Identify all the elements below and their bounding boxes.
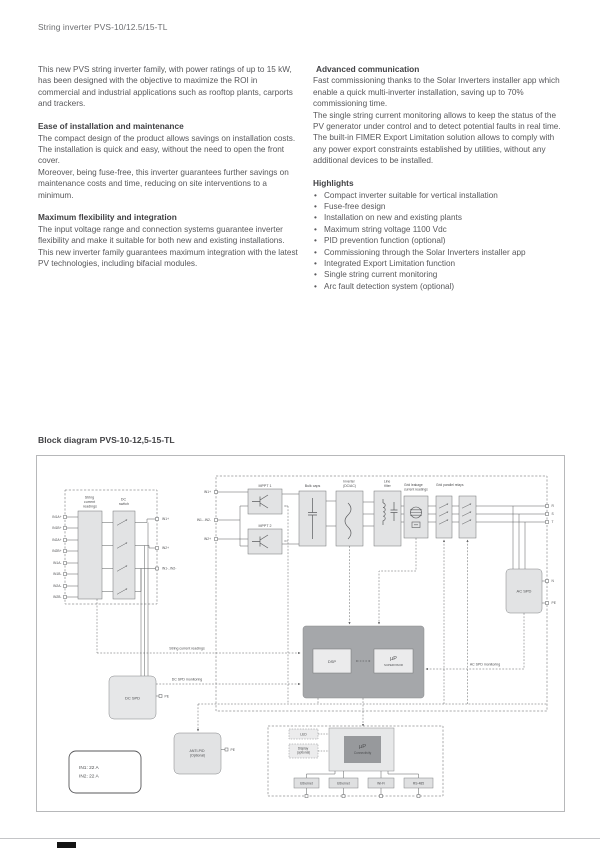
input-label: IN2B+ <box>52 549 62 554</box>
section-heading-highlights: Highlights <box>313 178 354 189</box>
footer-brand-mark <box>57 842 76 848</box>
list-item: • Fuse-free design <box>313 201 569 212</box>
input-label: IN1A- <box>53 561 62 566</box>
pe-label: PE <box>164 694 169 699</box>
line-filter-label: Line filter <box>383 479 391 488</box>
list-item: • Compact inverter suitable for vertical installation <box>313 190 569 201</box>
rating-in2: IN2: 22 A <box>79 774 99 780</box>
display-label: Display (optional) <box>296 746 311 755</box>
string-output-label: IN2+ <box>162 546 170 551</box>
grid-relays-label: Grid parallel relays <box>436 483 464 487</box>
anti-pid-label: ANTI-PID (Optional) <box>189 749 206 758</box>
up-supervisor-label: µP <box>390 656 397 662</box>
led-label: LED <box>300 732 307 737</box>
pe-terminal-label: PE <box>551 601 556 606</box>
connectivity-label: Connectivity <box>353 751 372 755</box>
supervisor-label: SUPERVISOR <box>384 663 403 667</box>
list-item: • Commissioning through the Solar Inverters installer app <box>313 247 569 258</box>
grid-terminal-label: S <box>551 512 554 517</box>
connectivity-group <box>268 726 443 798</box>
input-label: IN2B- <box>53 595 62 600</box>
string-output-label: IN1-..IN2- <box>162 566 177 571</box>
dc-spd-label: DC SPD <box>124 695 141 701</box>
dc-spd-monitoring-label: DC SPD monitoring <box>171 677 203 682</box>
list-item: • PID prevention function (optional) <box>313 235 569 246</box>
inverter-label: Inverter (DC/AC) <box>343 479 356 488</box>
section-heading-flexibility: Maximum flexibility and integration <box>38 212 177 223</box>
block-diagram <box>36 455 565 812</box>
list-item: • Integrated Export Limitation function <box>313 258 569 269</box>
highlights-list <box>313 190 569 293</box>
right-column <box>313 64 569 292</box>
intro-paragraph: This new PVS string inverter family, with power ratings of up to 15 kW, has been designed with the objective to maximize the ROI in commercial and industrial applications such as rooftop plants, carports and trackers. <box>38 65 293 109</box>
rating-in1: IN1: 22 A <box>79 766 99 771</box>
input-label: IN1B+ <box>52 526 62 531</box>
input-label: IN1A+ <box>52 515 62 520</box>
grid-leakage-label: Grid leakage current readings <box>404 483 428 492</box>
mppt2-label: MPPT 2 <box>258 524 272 528</box>
port-label-wifi: Wi-Fi <box>377 781 385 786</box>
list-item: • Single string current monitoring <box>313 269 569 280</box>
ratings-box <box>69 751 141 793</box>
paragraph: The single string current monitoring allows to keep the status of the PV generator under control and to detect potential faults in real time. <box>313 110 561 132</box>
page-title: String inverter PVS-10/12.5/15-TL <box>38 22 168 32</box>
dc-spd-group <box>97 599 300 719</box>
input-label: IN1B- <box>53 572 62 577</box>
input-label: IN2A+ <box>52 538 62 543</box>
neutral-terminal-label: N <box>551 579 554 584</box>
paragraph: This new inverter family guarantees maximum integration with the latest PV technologies, including bifacial modules. <box>38 247 298 269</box>
string-readings-label: String current readings <box>83 495 97 509</box>
paragraph: The compact design of the product allows savings on installation costs. The installation is quick and easy, without the need to open the front cover. <box>38 133 296 166</box>
dc-input-label: IN2+ <box>203 537 211 542</box>
dsp-label: DSP <box>327 658 337 664</box>
input-label: IN2A- <box>53 584 62 589</box>
control-group <box>198 626 547 731</box>
paragraph: Moreover, being fuse-free, this inverter guarantees further savings on maintenance costs and time, reducing on site interventions to a minimum. <box>38 167 289 200</box>
ac-spd-label: AC SPD <box>516 588 532 594</box>
list-item: • Installation on new and existing plants <box>313 212 569 223</box>
anti-pid-group <box>174 733 236 774</box>
paragraph: Fast commissioning thanks to the Solar Inverters installer app which enable a quick multi-inverter installation, saving up to 70% commissioning time. <box>313 76 560 109</box>
dc-input-label: IN1+ <box>203 490 211 495</box>
mppt1-label: MPPT 1 <box>258 484 272 488</box>
dc-input-label: IN1-..IN2- <box>196 518 211 523</box>
port-label-ethernet: Ethernet <box>300 781 313 786</box>
footer-divider <box>0 838 600 839</box>
pe-label: PE <box>230 747 235 752</box>
port-label-ethernet: Ethernet <box>337 781 350 786</box>
port-label-rs485: RS-485 <box>412 781 425 786</box>
list-item: • Arc fault detection system (optional) <box>313 281 569 292</box>
string-output-label: IN1+ <box>162 517 170 522</box>
section-heading-communication: Advanced communication <box>316 64 420 74</box>
string-combiner-group <box>52 490 176 676</box>
paragraph: The input voltage range and connection systems guarantee inverter flexibility and make it suitable for both new and existing installations. <box>38 224 285 246</box>
grid-terminal-label: T <box>551 520 554 525</box>
diagram-title: Block diagram PVS-10-12,5-15-TL <box>38 435 175 445</box>
paragraph: The built-in FIMER Export Limitation solution allows to comply with any power export constraints established by utilities, without any additional devices to be installed. <box>313 133 555 166</box>
section-heading-ease: Ease of installation and maintenance <box>38 121 184 132</box>
left-column <box>38 64 300 270</box>
up-connectivity-label: µP <box>358 744 367 750</box>
dc-switch-label: DC switch <box>119 497 129 506</box>
bulk-caps-label: Bulk caps <box>304 484 321 488</box>
ac-spd-monitoring-label: AC SPD monitoring <box>469 662 501 667</box>
grid-terminal-label: R <box>551 504 554 509</box>
list-item: • Maximum string voltage 1100 Vdc <box>313 224 569 235</box>
string-current-readings-label: String current readings <box>169 646 205 651</box>
